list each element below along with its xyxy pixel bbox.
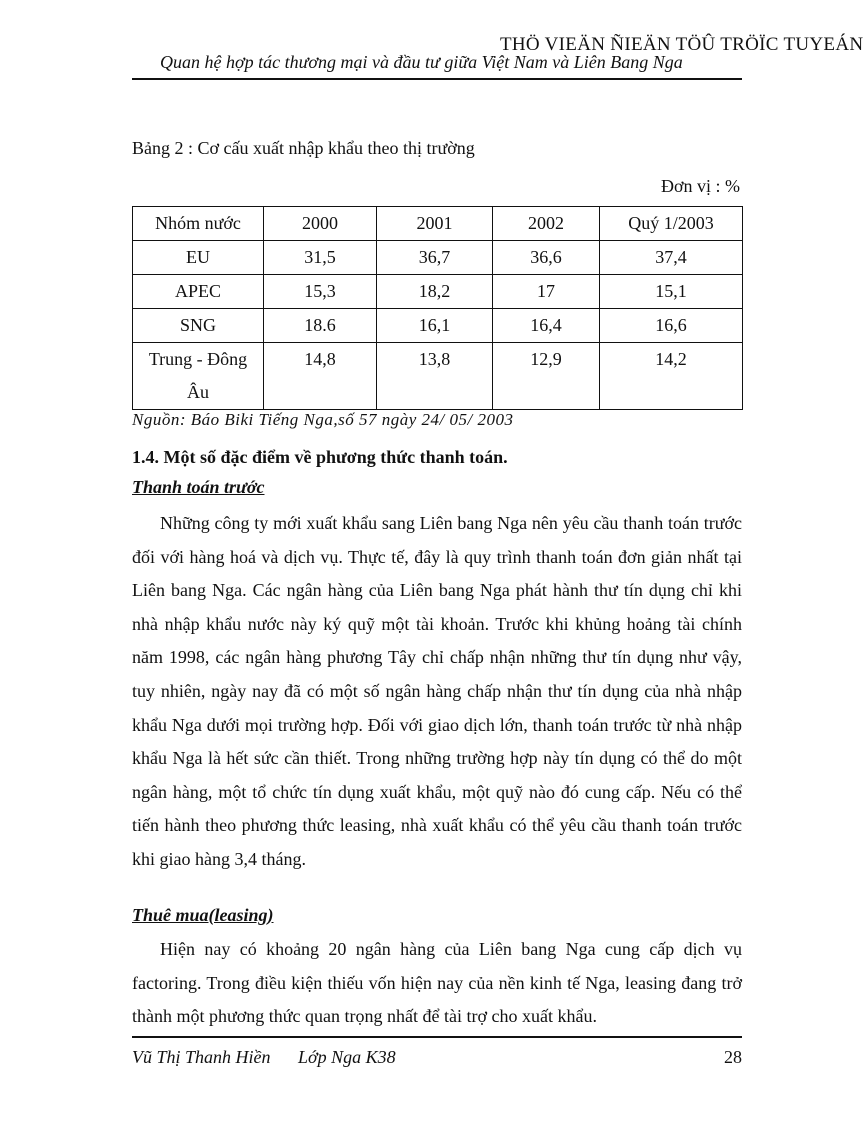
document-subtitle: Quan hệ hợp tác thương mại và đầu tư giữa Việt Nam và Liên Bang Nga <box>160 52 683 72</box>
table-cell-group: EU <box>133 241 264 275</box>
table-row <box>133 343 743 410</box>
table-cell: 14,2 <box>600 343 743 410</box>
table-cell: 16,1 <box>377 309 493 343</box>
header-watermark: THÖ VIEÄN ÑIEÄN TÖÛ TRÖÏC TUYEÁN <box>500 34 863 55</box>
table-cell: 15,3 <box>264 275 377 309</box>
table-header-cell: Nhóm nước <box>133 207 264 241</box>
subsection-title-leasing: Thuê mua(leasing) <box>132 905 274 925</box>
table-unit: Đơn vị : % <box>660 176 740 196</box>
page-number: 28 <box>724 1047 742 1067</box>
table-cell: 37,4 <box>600 241 743 275</box>
table-cell: 31,5 <box>264 241 377 275</box>
table-cell: 14,8 <box>264 343 377 410</box>
table-cell: 36,7 <box>377 241 493 275</box>
section-heading: 1.4. Một số đặc điểm về phương thức thanh toán. <box>132 447 508 467</box>
table-cell: 13,8 <box>377 343 493 410</box>
subsection-title-prepayment: Thanh toán trước <box>132 477 265 497</box>
footer-divider <box>132 1036 742 1038</box>
table-source-note: Nguồn: Báo Biki Tiếng Nga,số 57 ngày 24/ 05/ 2003 <box>132 410 514 429</box>
table-cell-group: SNG <box>133 309 264 343</box>
table-cell: 17 <box>493 275 600 309</box>
table-caption: Bảng 2 : Cơ cấu xuất nhập khẩu theo thị trường <box>132 138 475 158</box>
table-row <box>133 309 743 343</box>
table-cell: 18,2 <box>377 275 493 309</box>
table-cell: 36,6 <box>493 241 600 275</box>
footer-class: Lớp Nga K38 <box>298 1047 396 1067</box>
table-cell-group: APEC <box>133 275 264 309</box>
table-cell: 15,1 <box>600 275 743 309</box>
paragraph-leasing: Hiện nay có khoảng 20 ngân hàng của Liên bang Nga cung cấp dịch vụ factoring. Trong điều kiện thiếu vốn hiện nay của nền kinh tế Nga, leasing đang trở thành một phương thức quan trọng nhất để tài trợ cho xuất khẩu. <box>132 939 742 1027</box>
table-header-cell: 2000 <box>264 207 377 241</box>
table-cell: 18.6 <box>264 309 377 343</box>
market-structure-table <box>132 206 743 410</box>
table-header-cell: 2002 <box>493 207 600 241</box>
table-cell: 12,9 <box>493 343 600 410</box>
table-cell: 16,6 <box>600 309 743 343</box>
table-cell-group: Trung - Đông Âu <box>133 343 264 410</box>
table-cell: 16,4 <box>493 309 600 343</box>
table-row <box>133 275 743 309</box>
table-header-cell: Quý 1/2003 <box>600 207 743 241</box>
footer-author: Vũ Thị Thanh Hiền <box>132 1047 271 1067</box>
table-header-cell: 2001 <box>377 207 493 241</box>
table-header-row <box>133 207 743 241</box>
paragraph-prepayment: Những công ty mới xuất khẩu sang Liên bang Nga nên yêu cầu thanh toán trước đối với hàng hoá và dịch vụ. Thực tế, đây là quy trình thanh toán đơn giản nhất tại Liên bang Nga. Các ngân hàng của Liên bang Nga phát hành thư tín dụng chỉ khi nhà nhập khẩu nước này ký quỹ một tài khoản. Trước khi khủng hoảng tài chính năm 1998, các ngân hàng phương Tây chỉ chấp nhận những thư tín dụng như vậy, tuy nhiên, ngày nay đã có một số ngân hàng chấp nhận thư tín dụng của nhà nhập khẩu Nga dưới mọi trường hợp. Đối với giao dịch lớn, thanh toán trước từ nhà nhập khẩu Nga là hết sức cần thiết. Trong những trường hợp này tín dụng có thể do một ngân hàng, một tổ chức tín dụng xuất khẩu, một quỹ nào đó cung cấp. Nếu có thể tiến hành theo phương thức leasing, nhà xuất khẩu có thể yêu cầu thanh toán trước khi giao hàng 3,4 tháng. <box>132 513 742 869</box>
header-divider <box>132 78 742 80</box>
table-row <box>133 241 743 275</box>
